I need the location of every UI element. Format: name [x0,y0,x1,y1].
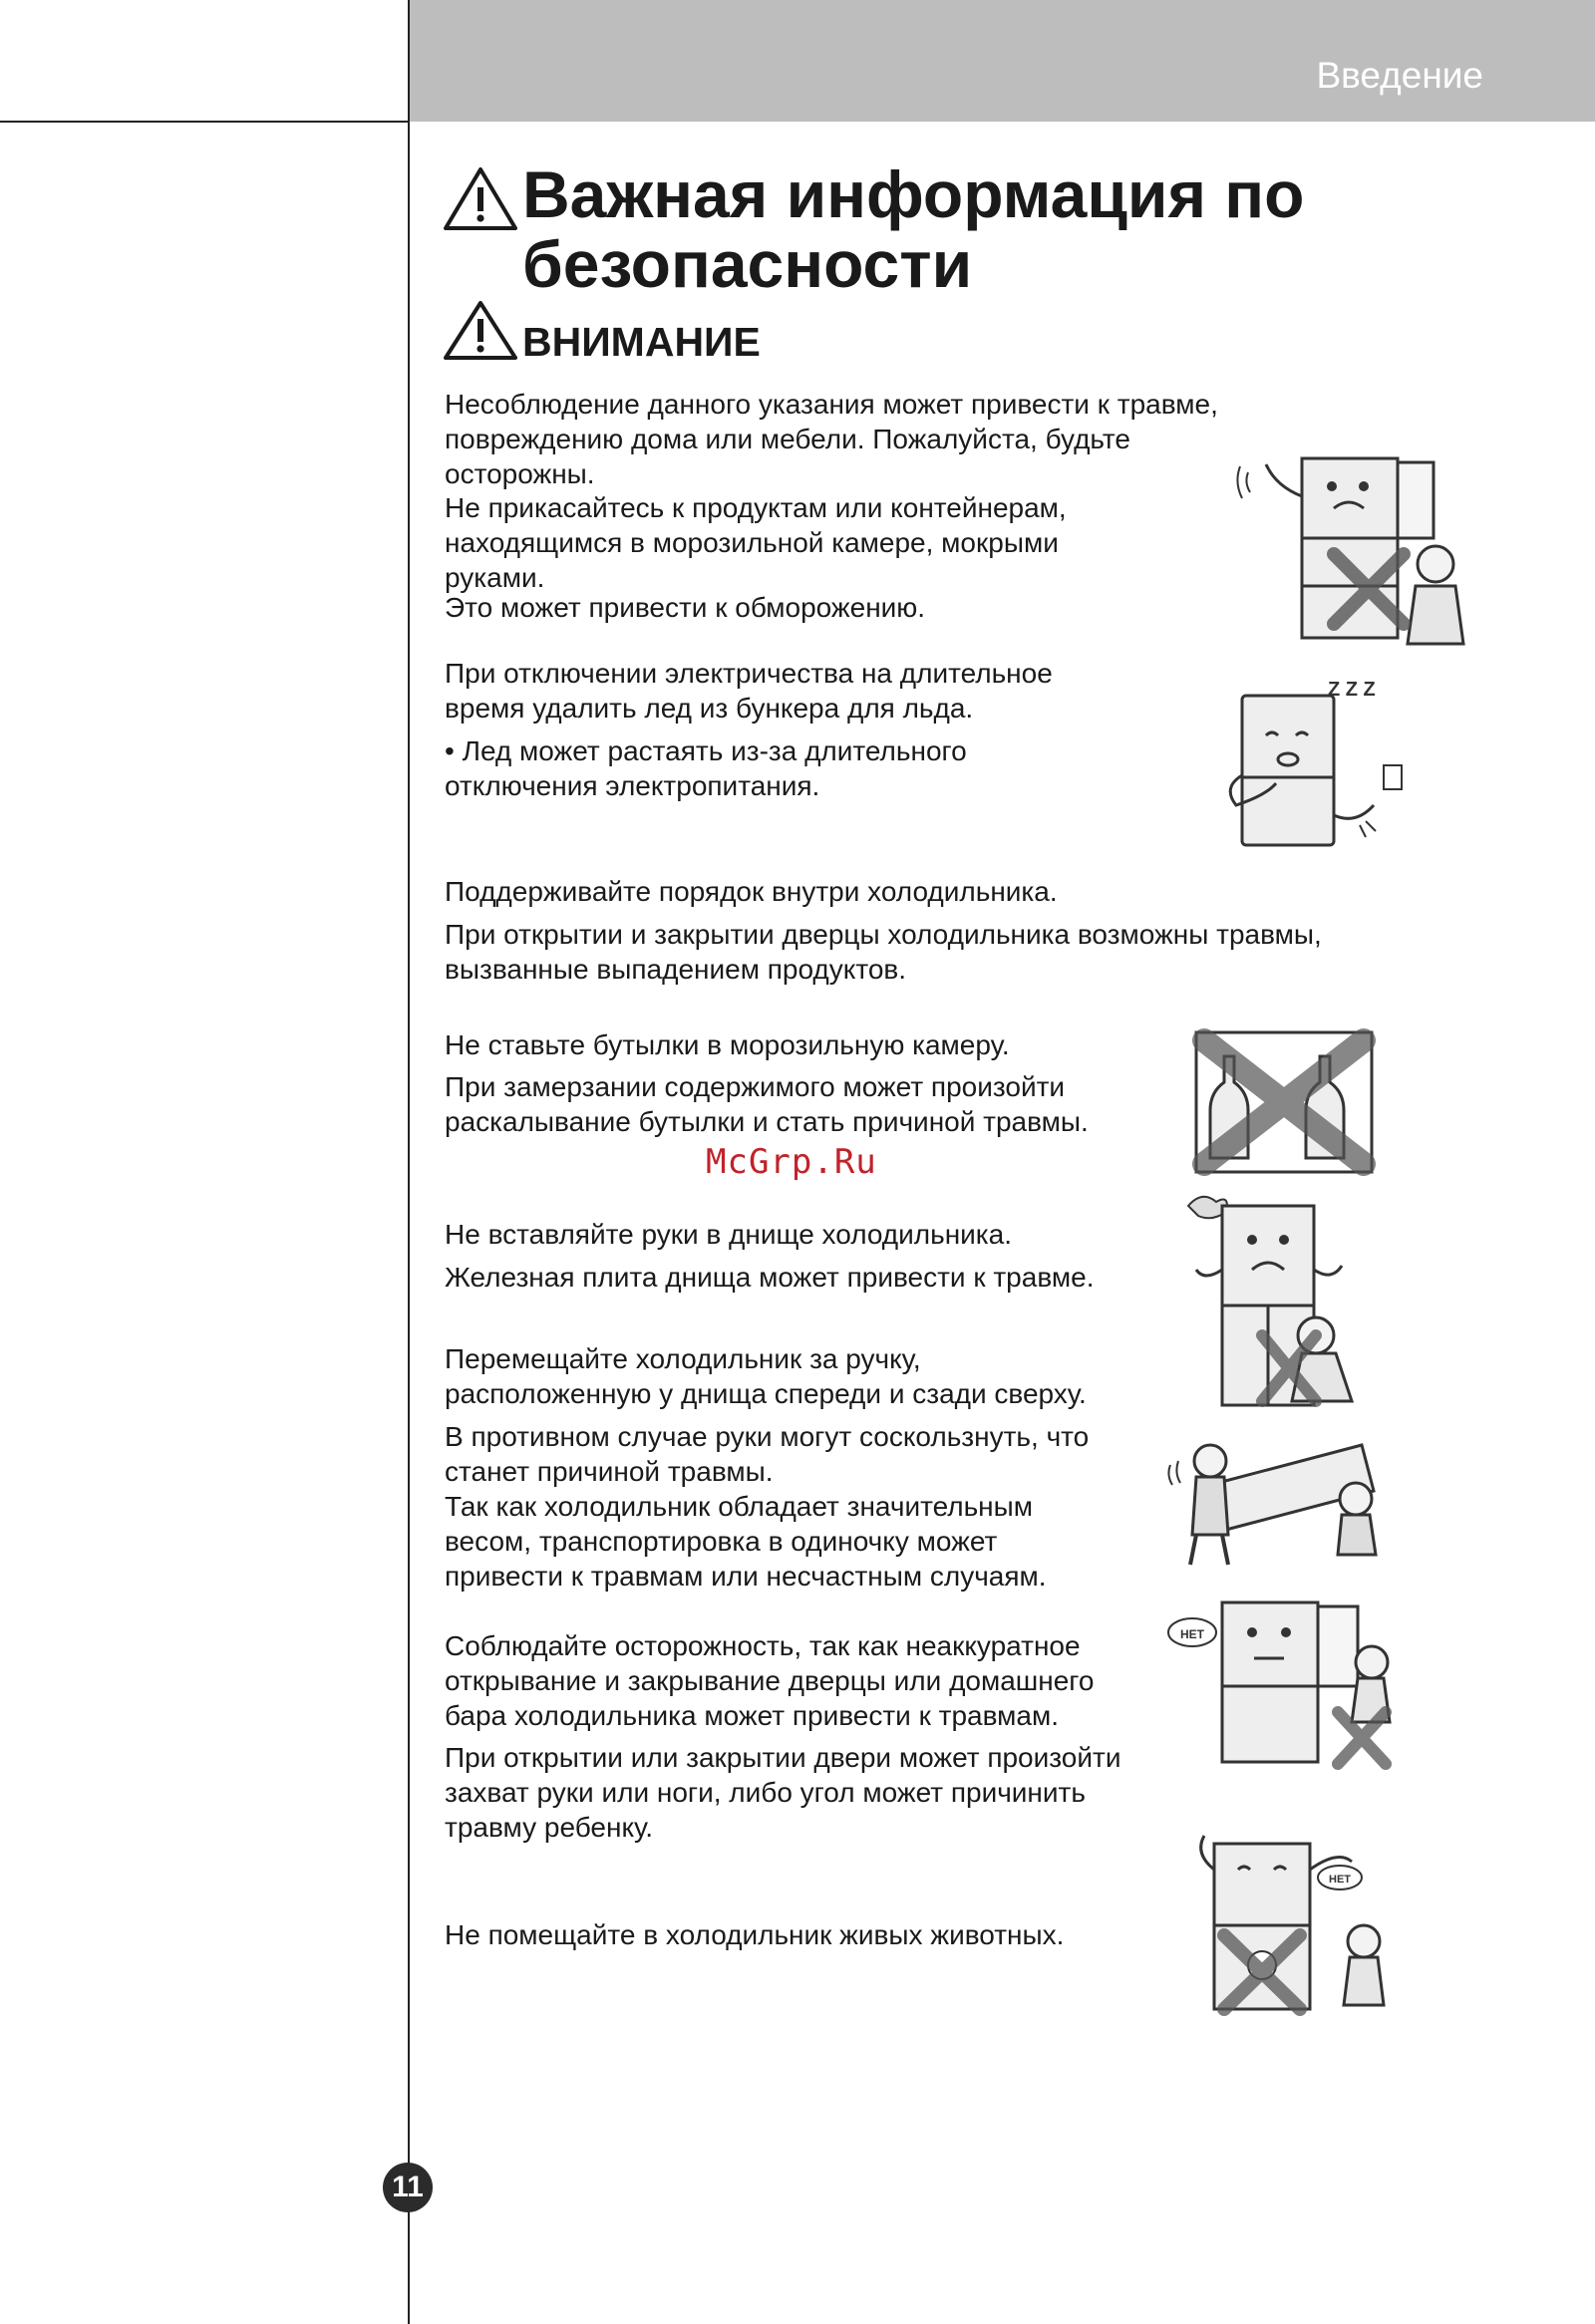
warning-triangle-icon [443,165,518,231]
illustration-bottom-plate [1182,1186,1372,1422]
paragraph: Не ставьте бутылки в морозильную камеру. [445,1029,1010,1060]
illustration-door-pinch [1162,1583,1402,1779]
page-title-line-1: Важная информация по [522,157,1305,231]
paragraph: При замерзании содержимого может произойти раскалывание бутылки и стать причиной травмы. [445,1071,1089,1137]
net-label: НЕТ [1180,1627,1204,1641]
page-title [522,159,1305,299]
bullet-item: • Лед может растаять из-за длительного отключения электропитания. [445,735,967,801]
paragraph: Железная плита днища может привести к травме. [445,1262,1095,1293]
illustration-bottles [1184,1026,1384,1183]
zzz-text: Z Z Z [1328,679,1376,701]
header-divider [0,121,409,123]
paragraph: Поддерживайте порядок внутри холодильника. [445,876,1058,907]
watermark: McGrp.Ru [706,1142,877,1182]
paragraph: При открытии или закрытии двери может произойти захват руки или ноги, либо угол может причинить травму ребенку. [445,1742,1121,1843]
illustration-frozen-hands [1236,436,1475,663]
illustration-power-off [1216,666,1426,866]
page-number: 11 [383,2163,433,2212]
illustration-carrying [1166,1425,1402,1582]
section-label: Введение [1316,55,1483,96]
paragraph: Это может привести к обморожению. [445,592,926,623]
caution-heading: ВНИМАНИЕ [522,319,761,365]
paragraph: При отключении электричества на длительное время удалить лед из бункера для льда. [445,658,1053,724]
paragraph: Соблюдайте осторожность, так как неаккуратное открывание и закрывание дверцы или домашнего бара холодильника может привести к травмам. [445,1630,1095,1731]
page-title-line-2: безопасности [522,227,973,301]
net-label: НЕТ [1329,1874,1351,1886]
paragraph: При открытии и закрытии дверцы холодильника возможны травмы, вызванные выпадением продуктов. [445,919,1322,985]
margin-rule [408,0,410,2324]
paragraph: Не вставляйте руки в днище холодильника. [445,1219,1013,1250]
paragraph: Не прикасайтесь к продуктам или контейнерам, находящимся в морозильной камере, мокрыми руками. [445,492,1067,593]
paragraph: Перемещайте холодильник за ручку, расположенную у днища спереди и сзади сверху. [445,1343,1087,1409]
paragraph: Не помещайте в холодильник живых животных. [445,1919,1065,1950]
caution-triangle-icon [443,299,518,361]
paragraph: Несоблюдение данного указания может привести к травме, повреждению дома или мебели. Пожалуйста, будьте осторожны. [445,389,1218,489]
illustration-no-animals [1178,1830,1398,2024]
paragraph: В противном случае руки могут соскользнуть, что станет причиной травмы. Так как холодильник обладает значительным весом, транспортировка в одиночку может привести к травмам или несчастным случаям. [445,1421,1090,1592]
